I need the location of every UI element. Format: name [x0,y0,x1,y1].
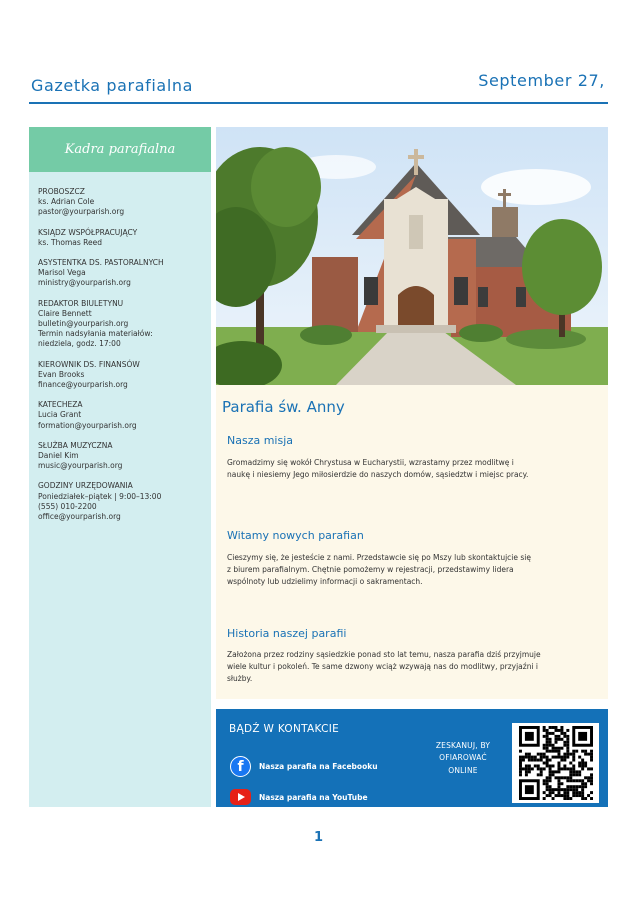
staff-list [29,172,211,522]
staff-role: SŁUŻBA MUZYCZNA [38,440,113,450]
mission-line: naukę i niesiemy Jego miłosierdzie do naszych domów, sąsiedztw i miejsc pracy. [227,470,529,480]
history-line: wiele kultur i pokoleń. Te same dzwony wciąż wzywają nas do modlitwy, przyjaźni i [227,662,539,672]
parish-name: Parafia św. Anny [222,398,345,416]
staff-group [38,187,203,218]
staff-detail: (555) 010-2200 [38,501,97,511]
history-line: Założona przez rodziny sąsiedzkie ponad sto lat temu, nasza parafia dziś przyjmuje [227,650,541,659]
church-photo [216,127,608,385]
staff-detail: Daniel Kim [38,451,79,461]
staff-detail: Evan Brooks [38,369,85,379]
staff-group [38,481,203,522]
scan-line: OFIAROWAĆ [439,753,487,763]
staff-detail: formation@yourparish.org [38,420,137,430]
staff-detail: Lucia Grant [38,410,82,420]
welcome-line: z biurem parafialnym. Chętnie pomożemy w rejestracji, przedstawimy lidera [227,565,514,575]
staff-role: GODZINY URZĘDOWANIA [38,481,133,491]
staff-detail: office@yourparish.org [38,512,121,522]
header-divider [29,102,608,104]
mission-text [227,457,557,481]
staff-group [38,441,203,472]
mission-line: Gromadzimy się wokół Chrystusa w Eucharystii, wzrastamy przez modlitwę i [227,458,514,467]
scan-line: ZESKANUJ, BY [435,741,491,750]
youtube-link[interactable] [230,789,368,805]
staff-detail: niedziela, godz. 17:00 [38,339,121,349]
history-heading: Historia naszej parafii [227,627,347,640]
qr-code-icon [519,726,593,800]
staff-detail: Claire Bennett [38,308,92,318]
contact-box [216,709,608,807]
contact-title: BĄDŹ W KONTAKCIE [229,723,340,735]
scan-line: ONLINE [448,765,478,775]
staff-detail: bulletin@yourparish.org [38,319,129,329]
donation-qr-code[interactable] [512,723,599,803]
facebook-label: Nasza parafia na Facebooku [259,762,378,771]
mission-heading: Nasza misja [227,434,294,447]
staff-role: REDAKTOR BIULETYNU [38,298,124,308]
scan-instructions [422,740,504,777]
facebook-link[interactable] [230,756,378,777]
staff-detail: ministry@yourparish.org [38,278,131,288]
welcome-line: Cieszymy się, że jesteście z nami. Przedstawcie się po Mszy lub skontaktujcie się [227,553,531,562]
welcome-text [227,552,557,589]
staff-role: KSIĄDZ WSPÓŁPRACUJĄCY [38,227,138,237]
youtube-icon [230,789,251,805]
sidebar-heading: Kadra parafialna [29,127,211,172]
history-text [227,649,557,686]
staff-role: KIEROWNIK DS. FINANSÓW [38,359,140,369]
staff-group [38,400,203,431]
staff-role: ASYSTENTKA DS. PASTORALNYCH [38,258,164,268]
facebook-icon: f [230,756,251,777]
staff-group [38,228,203,248]
staff-group [38,258,203,289]
staff-sidebar [29,127,211,807]
staff-detail: ks. Thomas Reed [38,237,102,247]
staff-group [38,360,203,391]
staff-detail: Termin nadsyłania materiałów: [38,329,153,339]
page-number: 1 [313,830,324,845]
staff-detail: Marisol Vega [38,268,86,278]
staff-role: PROBOSZCZ [38,187,85,196]
staff-detail: finance@yourparish.org [38,380,128,390]
staff-detail: pastor@yourparish.org [38,207,125,217]
staff-detail: ks. Adrian Cole [38,197,95,207]
staff-group [38,299,203,350]
newsletter-title: Gazetka parafialna [31,76,194,95]
issue-date: September 27, [478,71,605,90]
staff-role: KATECHEZA [38,400,83,410]
welcome-heading: Witamy nowych parafian [227,529,364,542]
staff-detail: music@yourparish.org [38,461,123,471]
youtube-label: Nasza parafia na YouTube [259,792,368,802]
welcome-line: wspólnoty lub udzielimy informacji o sakramentach. [227,577,423,587]
staff-detail: Poniedziałek–piątek | 9:00–13:00 [38,491,162,501]
parish-info-panel [216,385,608,699]
history-line: służby. [227,674,253,684]
